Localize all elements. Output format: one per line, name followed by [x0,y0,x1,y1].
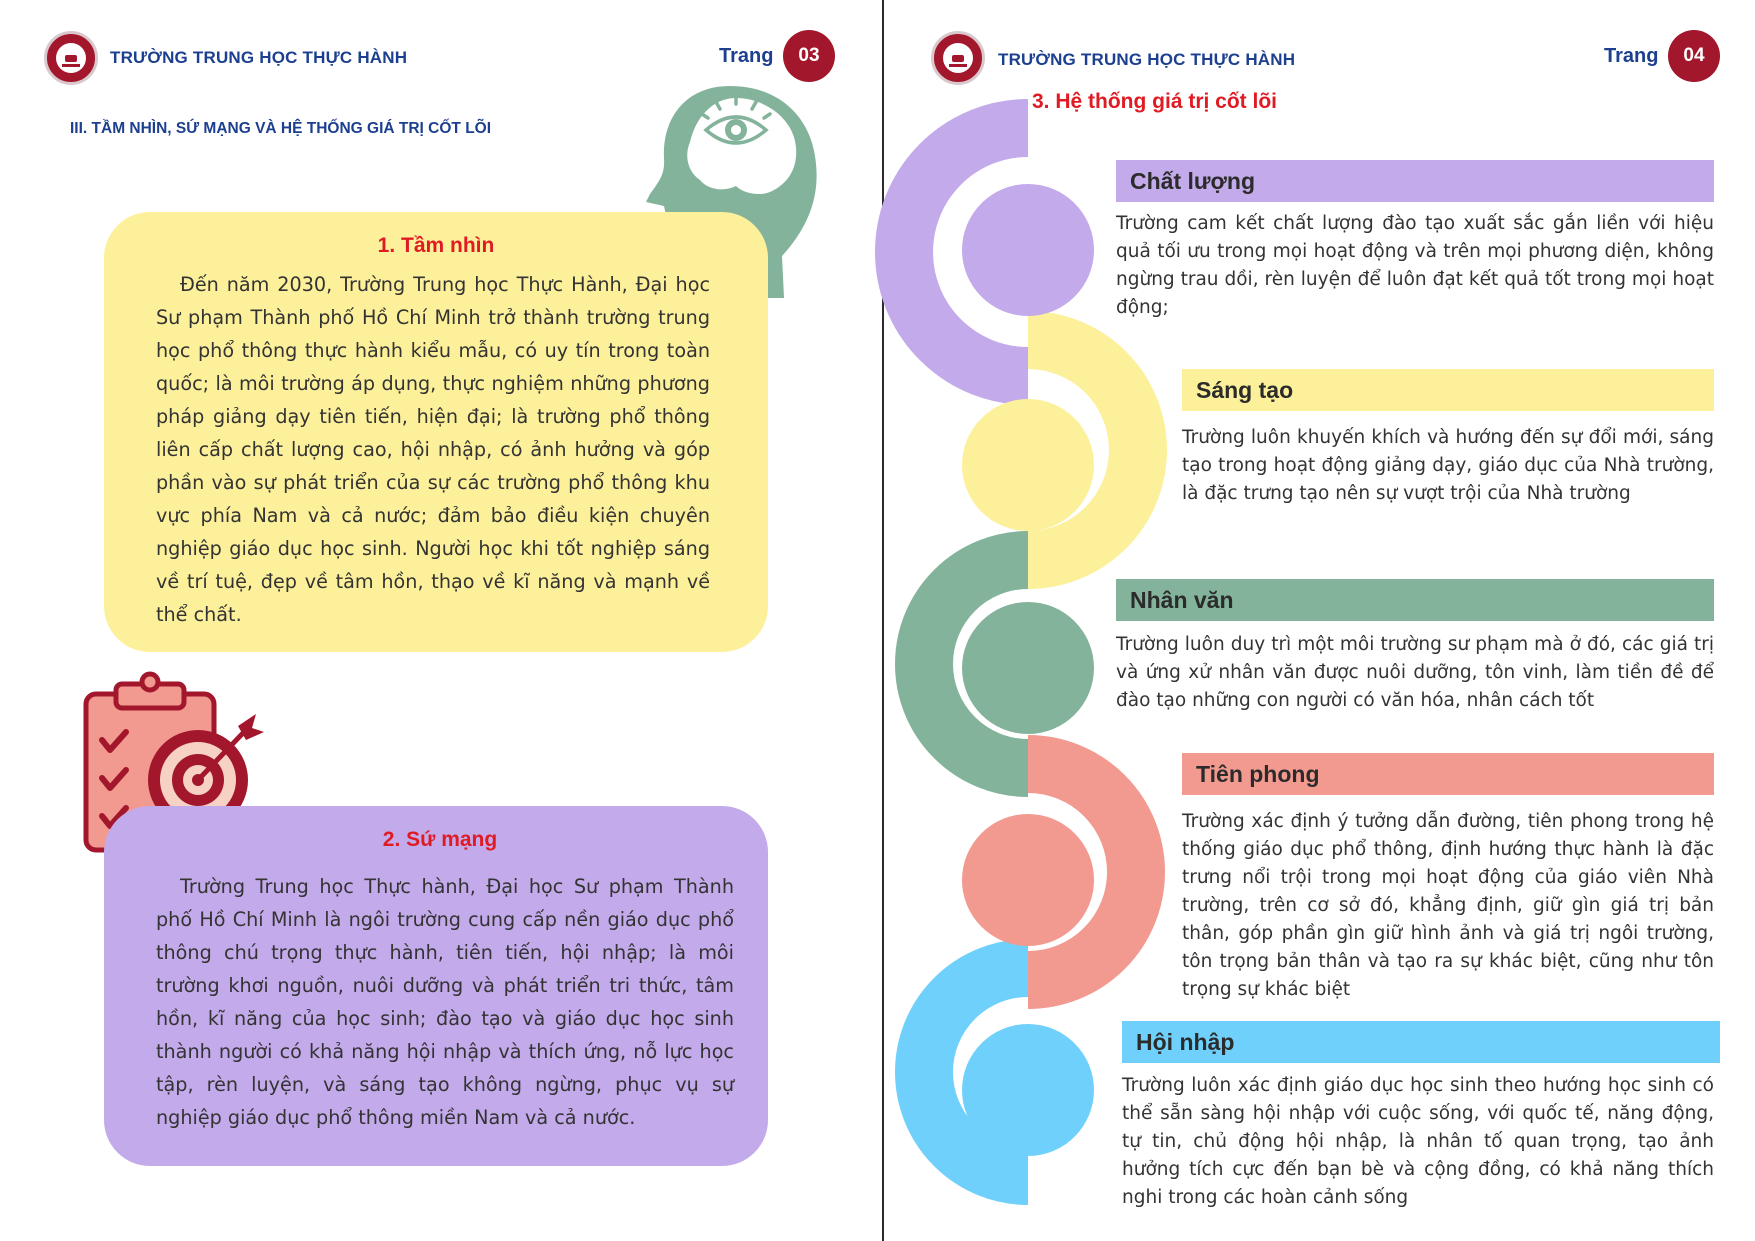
value-heading-hoi-nhap [1122,1021,1720,1063]
vision-card [104,212,768,652]
value-description: Trường luôn duy trì một môi trường sư phạm mà ở đó, các giá trị và ứng xử nhân văn được nuôi dưỡng, tôn vinh, làm tiền đề để đào tạo những con người có văn hóa, nhân cách tốt [1116,634,1714,711]
values-title: 3. Hệ thống giá trị cốt lõi [1032,90,1278,113]
mission-title: 2. Sứ mạng [382,828,498,851]
value-heading-chat-luong [1116,160,1714,202]
value-dot-sang-tao [962,399,1094,531]
value-name: Sáng tạo [1196,376,1294,403]
mission-card [104,806,768,1166]
section-heading: III. TẦM NHÌN, SỨ MẠNG VÀ HỆ THỐNG GIÁ TRỊ CỐT LÕI [70,120,492,137]
value-description: Trường luôn xác định giáo dục học sinh theo hướng học sinh có thể sẵn sàng hội nhập với cuộc sống, với quốc tế, năng động, tự tin, chủ động hội nhập, là nhân tố quan trọng, tạo ảnh hưởng tích cực đến bạn bè và cộng đồng, có khả năng thích nghi trong các hoàn cảnh sống [1122,1075,1714,1208]
school-name: TRƯỜNG TRUNG HỌC THỰC HÀNH [998,50,1296,69]
mission-body: Trường Trung học Thực hành, Đại học Sư phạm Thành phố Hồ Chí Minh là ngôi trường cung cấp nền giáo dục phổ thông chú trọng thực hành, tiên tiến, hội nhập; là môi trường khơi nguồn, nuôi dưỡng và phát triển tri thức, tâm hồn, kĩ năng của học sinh; đào tạo và giáo dục học sinh thành người có khả năng hội nhập và thích ứng, nỗ lực học tập, rèn luyện, và sáng tạo không ngừng, phục vụ sự nghiệp giáo dục phổ thông miền Nam và cả nước. [156,875,734,1129]
value-heading-sang-tao [1182,369,1714,411]
value-name: Chất lượng [1130,167,1255,194]
value-name: Hội nhập [1136,1028,1235,1055]
vision-title: 1. Tầm nhìn [377,234,495,257]
vision-body: Đến năm 2030, Trường Trung học Thực Hành, Đại học Sư phạm Thành phố Hồ Chí Minh trở thành trường trung học phổ thông thực hành kiểu mẫu, có uy tín trong toàn quốc; là môi trường áp dụng, thực nghiệm những phương pháp giảng dạy tiên tiến, hiện đại; là trường phổ thông liên cấp chất lượng cao, hội nhập, có ảnh hưởng và góp phần vào sự phát triển của sự các trường phổ thông khu vực phía Nam và cả nước; đảm bảo điều kiện chuyên nghiệp giáo dục học sinh. Người học khi tốt nghiệp sáng về trí tuệ, đẹp về tâm hồn, thạo về kĩ năng và mạnh về thể chất. [156,273,710,626]
right-page [884,0,1755,1241]
value-name: Nhân văn [1130,586,1234,613]
value-dot-chat-luong [962,184,1094,316]
value-name: Tiên phong [1196,760,1320,787]
value-dot-hoi-nhap [962,1024,1094,1156]
value-description: Trường luôn khuyến khích và hướng đến sự đổi mới, sáng tạo trong hoạt động giảng dạy, giáo dục của Nhà trường, là đặc trưng tạo nên sự vượt trội của Nhà trường [1182,427,1714,504]
school-logo-icon [44,31,98,85]
value-description: Trường xác định ý tưởng dẫn đường, tiên phong trong hệ thống giáo dục phổ thông, định hướng thực hành là đặc trưng nổi trội trong mọi hoạt động của giáo viên Nhà trường, trên cơ sở đó, khẳng định, giữ gìn giá trị bản thân, góp phần gìn giữ hình ảnh và giá trị ngôi trường, tôn trọng bản thân và tạo ra sự khác biệt, cũng như tôn trọng sự khác biệt [1182,811,1714,1000]
page-label: Trang [1604,45,1659,67]
value-dot-tien-phong [962,814,1094,946]
value-heading-nhan-van [1116,579,1714,621]
school-name: TRƯỜNG TRUNG HỌC THỰC HÀNH [110,48,408,67]
value-dot-nhan-van [962,602,1094,734]
value-description: Trường cam kết chất lượng đào tạo xuất sắc gắn liền với hiệu quả tối ưu trong mọi hoạt động và trên mọi phương diện, không ngừng trau dồi, rèn luyện để luôn đạt kết quả tốt trong mọi hoạt động; [1116,213,1714,318]
page-number: 04 [1668,30,1720,82]
page-label: Trang [719,45,774,67]
page-number: 03 [783,30,835,82]
value-heading-tien-phong [1182,753,1714,795]
values-timeline-graphic [906,128,1146,1228]
school-logo-icon [931,31,985,85]
